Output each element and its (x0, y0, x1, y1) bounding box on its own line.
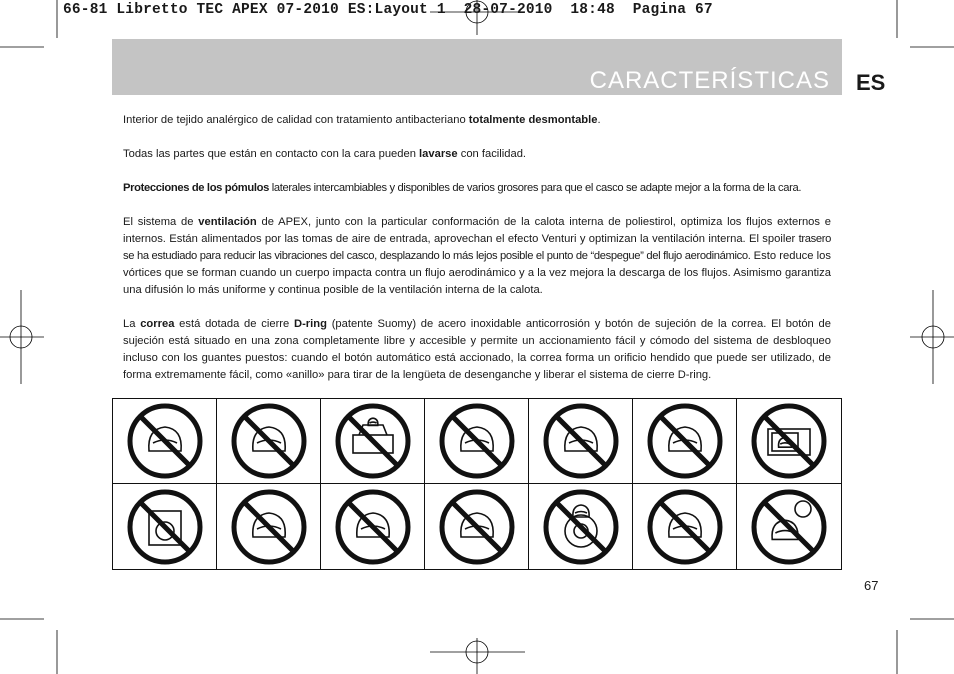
warning-cell (113, 399, 217, 484)
prohibition-slash (764, 502, 813, 551)
helmet-hair-dryer-icon (645, 487, 725, 567)
prohibition-slash (556, 502, 605, 551)
helmet-in-microwave-icon (749, 401, 829, 481)
warning-cell (425, 399, 529, 484)
prohibition-slash (348, 502, 397, 551)
paragraph-ventilation: El sistema de ventilación de APEX, junto con la particular conformación de la calota interna de poliestirol, optimiza los flujos externos e internos. Están alimentados por las tomas de aire de entrada, aprovechan el efecto Venturi y optimizan la ventilación interna. El spoiler trasero se ha estudiado para reducir las vibraciones del casco, desplazando lo más lejos posible el punto de “despegue” del flujo aerodinámico. Esto reduce los vórtices que se forman cuando un cuerpo impacta contra un flujo aerodinámico y a la vez mejora la descarga de los flujos. Asimismo garantiza una difusión lo más uniforme y continua posible de la ventilación interna de la calota. (123, 216, 831, 296)
prohibition-slash (244, 416, 293, 465)
prohibition-slash (244, 502, 293, 551)
prohibition-slash (452, 416, 501, 465)
paragraph-lining: Interior de tejido analérgico de calidad con tratamiento antibacteriano totalmente desmontable. (123, 114, 601, 126)
warning-cell (529, 484, 633, 569)
prohibition-slash (140, 416, 189, 465)
prohibition-slash (556, 416, 605, 465)
body-text (123, 112, 831, 401)
prohibition-slash (452, 502, 501, 551)
helmet-impact-icon (437, 401, 517, 481)
helmet-on-wheel-icon (541, 487, 621, 567)
prohibition-slash (660, 416, 709, 465)
warning-cell (113, 484, 217, 569)
warning-cell (633, 399, 737, 484)
helmet-dropped-icon (125, 401, 205, 481)
prohibition-slash (348, 416, 397, 465)
warning-cell (321, 399, 425, 484)
warning-cell (425, 484, 529, 569)
warning-cell (737, 484, 841, 569)
dog-chewing-helmet-icon (229, 401, 309, 481)
print-slug: 66-81 Libretto TEC APEX 07-2010 ES:Layout 1 28-07-2010 18:48 Pagina 67 (63, 2, 713, 18)
washing-machine-icon (125, 487, 205, 567)
warning-cell (217, 399, 321, 484)
helmet-exhaust-heat-icon (437, 487, 517, 567)
helmet-on-car-roof-icon (333, 401, 413, 481)
warning-cell (633, 484, 737, 569)
section-title: CARACTERÍSTICAS (589, 67, 830, 94)
warning-cell (321, 484, 425, 569)
paragraph-washable: Todas las partes que están en contacto con la cara pueden lavarse con facilidad. (123, 148, 527, 160)
helmet-spray-icon (333, 487, 413, 567)
helmet-fuel-solvent-icon (645, 401, 725, 481)
paragraph-strap: La correa está dotada de cierre D-ring (patente Suomy) de acero inoxidable anticorrosión y botón de sujeción de la correa. El botón de sujeción está situado en una zona completamente libre y accesible y permite un accionamiento fácil y cómodo del sistema de desbloqueo incluso con los guantes puestos: cuando el botón automático está accionado, la correa forma un orificio hendido que puede ser utilizado, de forma extremamente fácil, como «anillo» para tirar de la lengüeta de desenganche y liberar el sistema de cierre D-ring. (123, 318, 831, 381)
warning-cell (529, 399, 633, 484)
warning-icon-grid (112, 398, 842, 570)
helmet-painting-icon (229, 487, 309, 567)
helmet-on-mirror-icon (541, 401, 621, 481)
paragraph-cheek-pads: Protecciones de los pómulos laterales intercambiables y disponibles de varios grosores para que el casco se adapte mejor a la forma de la cara. (123, 182, 802, 194)
warning-cell (217, 484, 321, 569)
language-tag: ES (856, 70, 886, 95)
helmet-sun-exposure-icon (749, 487, 829, 567)
warning-cell (737, 399, 841, 484)
section-header-band (112, 39, 842, 95)
prohibition-slash (660, 502, 709, 551)
page-number: 67 (864, 578, 879, 593)
